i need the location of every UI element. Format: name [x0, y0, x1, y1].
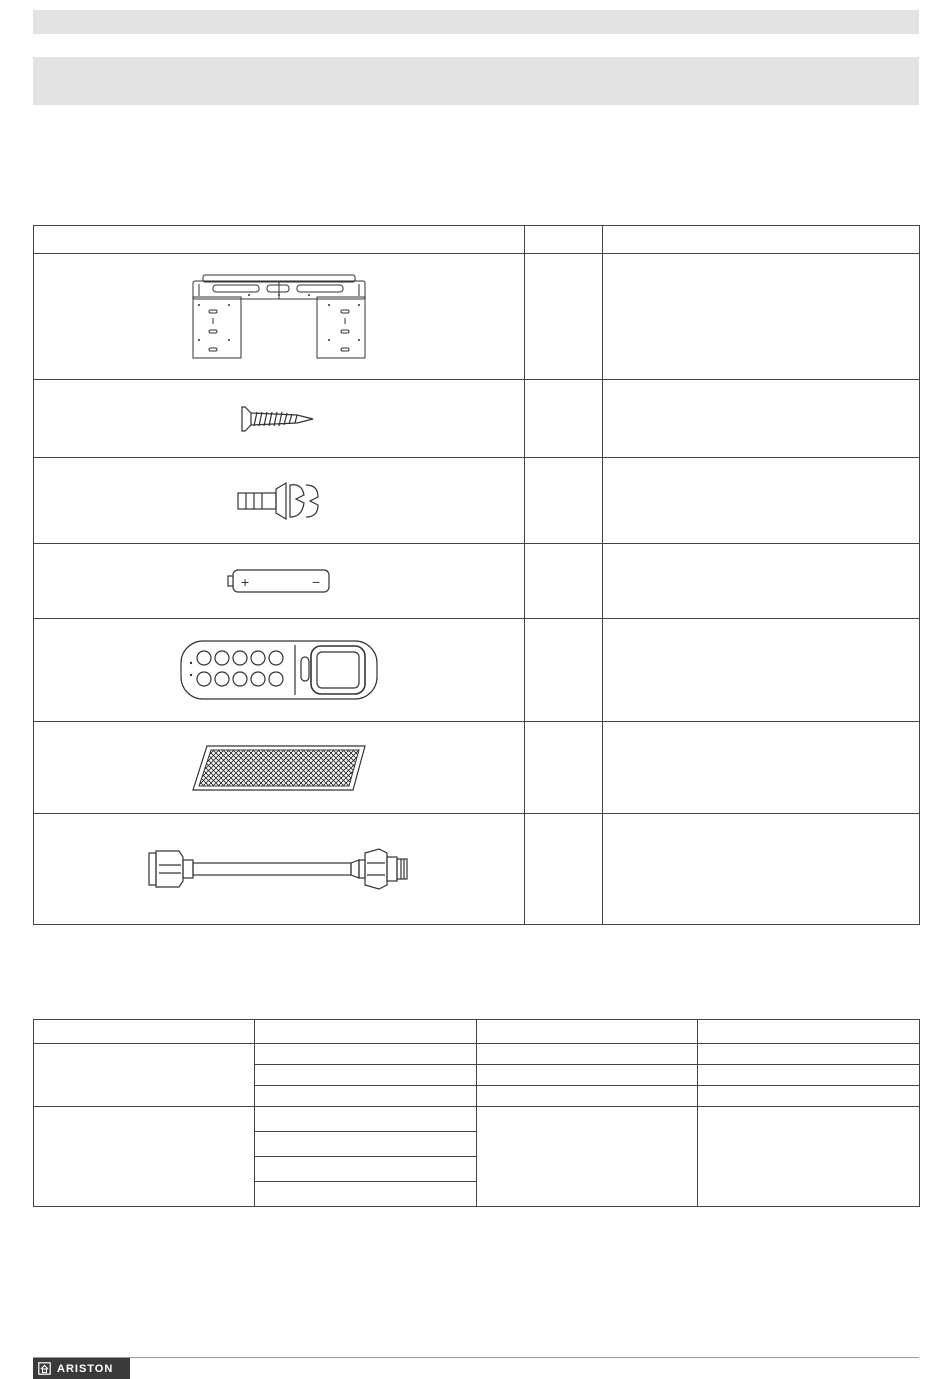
- accessories-table: [33, 225, 920, 925]
- notes-cell: [603, 458, 920, 544]
- battery-plus-label: +: [241, 574, 250, 590]
- notes-cell: [603, 619, 920, 722]
- drain-joint-icon: [234, 479, 324, 523]
- merged-cell: [477, 1107, 698, 1207]
- top-header-bar: [33, 10, 919, 34]
- table-row: [34, 1107, 920, 1132]
- pipe-connector-icon: [147, 847, 411, 891]
- table-cell: [255, 1182, 477, 1207]
- quantity-cell: [525, 458, 603, 544]
- illustration-cell: [34, 619, 525, 722]
- table-row: [34, 544, 920, 619]
- table-cell: [255, 1044, 477, 1065]
- group-cell: [34, 1044, 255, 1107]
- merged-cell: [698, 1107, 920, 1207]
- table-row: [34, 380, 920, 458]
- table-row: [34, 814, 920, 925]
- house-icon: [38, 1362, 51, 1375]
- notes-cell: [603, 254, 920, 380]
- table-row: [34, 619, 920, 722]
- group-cell: [34, 1107, 255, 1207]
- header-cell: [698, 1020, 920, 1044]
- table-cell: [255, 1132, 477, 1157]
- header-cell: [477, 1020, 698, 1044]
- brand-name: ARISTON: [57, 1362, 114, 1375]
- illustration-cell: [34, 722, 525, 814]
- illustration-cell: [34, 380, 525, 458]
- table-cell: [477, 1086, 698, 1107]
- table-cell: [255, 1157, 477, 1182]
- table-cell: [255, 1065, 477, 1086]
- illustration-cell: [34, 544, 525, 619]
- table-row: [34, 1044, 920, 1065]
- quantity-cell: [525, 722, 603, 814]
- pipe-spec-table: [33, 1019, 920, 1207]
- table-cell: [255, 1107, 477, 1132]
- notes-cell: [603, 544, 920, 619]
- table-header-row: [34, 1020, 920, 1044]
- table-header-row: [34, 226, 920, 254]
- quantity-cell: [525, 254, 603, 380]
- illustration-cell: [34, 458, 525, 544]
- section-title-bar: [33, 57, 919, 105]
- table-row: [34, 458, 920, 544]
- header-cell-quantity: [525, 226, 603, 254]
- quantity-cell: [525, 380, 603, 458]
- table-row: [34, 254, 920, 380]
- notes-cell: [603, 380, 920, 458]
- air-filter-icon: [191, 743, 367, 793]
- header-cell: [34, 1020, 255, 1044]
- header-cell-notes: [603, 226, 920, 254]
- table-cell: [477, 1044, 698, 1065]
- battery-minus-label: −: [312, 574, 321, 590]
- table-cell: [255, 1086, 477, 1107]
- notes-cell: [603, 814, 920, 925]
- table-cell: [698, 1086, 920, 1107]
- header-cell: [255, 1020, 477, 1044]
- illustration-cell: [34, 254, 525, 380]
- illustration-cell: [34, 814, 525, 925]
- battery-icon: [224, 566, 334, 596]
- remote-control-icon: [179, 639, 379, 701]
- table-cell: [698, 1065, 920, 1086]
- brand-logo: [33, 1358, 130, 1379]
- screw-icon: [239, 404, 319, 434]
- footer-rule: [33, 1357, 919, 1358]
- header-cell-name: [34, 226, 525, 254]
- quantity-cell: [525, 814, 603, 925]
- table-cell: [477, 1065, 698, 1086]
- quantity-cell: [525, 619, 603, 722]
- mounting-plate-icon: [189, 272, 369, 362]
- quantity-cell: [525, 544, 603, 619]
- table-cell: [698, 1044, 920, 1065]
- notes-cell: [603, 722, 920, 814]
- table-row: [34, 722, 920, 814]
